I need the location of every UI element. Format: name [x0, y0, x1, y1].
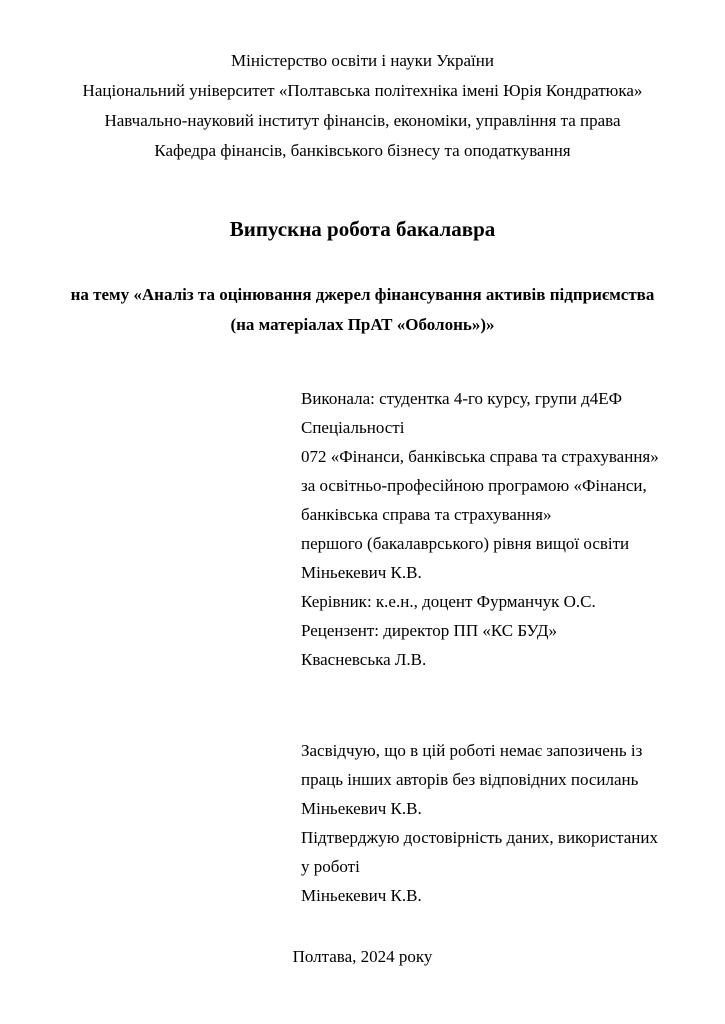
declaration-line-3: Підтверджую достовірність даних, використаних	[301, 828, 658, 847]
author-line-1: Виконала: студентка 4-го курсу, групи д4ЕФ	[301, 389, 623, 408]
author-info-block	[301, 389, 701, 689]
declarations-block	[301, 741, 701, 921]
author-line-2: Спеціальності	[301, 418, 405, 437]
ministry-name: Міністерство освіти і науки України	[231, 51, 494, 70]
author-line-4: за освітньо-професійною програмою «Фінанси,	[301, 476, 647, 495]
declaration-signature-2: Міньекевич К.В.	[301, 886, 422, 905]
declaration-line-1: Засвідчую, що в цій роботі немає запозичень із	[301, 741, 643, 760]
topic-line-1: на тему «Аналіз та оцінювання джерел фінансування активів підприємства	[70, 285, 655, 304]
declaration-line-4: у роботі	[301, 857, 360, 876]
institute-name: Навчально-науковий інститут фінансів, економіки, управління та права	[104, 111, 621, 130]
university-name: Національний університет «Полтавська політехніка імені Юрія Кондратюка»	[82, 81, 643, 100]
supervisor-line: Керівник: к.е.н., доцент Фурманчук О.С.	[301, 592, 596, 611]
work-type-title: Випускна робота бакалавра	[229, 217, 496, 241]
place-and-year: Полтава, 2024 року	[292, 947, 433, 966]
author-line-5: банківська справа та страхування»	[301, 505, 552, 524]
author-name: Міньекевич К.В.	[301, 563, 422, 582]
reviewer-line-2: Квасневська Л.В.	[301, 650, 427, 669]
department-name: Кафедра фінансів, банківського бізнесу та оподаткування	[154, 141, 571, 160]
topic-line-2: (на матеріалах ПрАТ «Оболонь»)»	[230, 315, 495, 334]
declaration-line-2: праць інших авторів без відповідних посилань	[301, 770, 639, 789]
declaration-signature-1: Міньекевич К.В.	[301, 799, 422, 818]
reviewer-line-1: Рецензент: директор ПП «КС БУД»	[301, 621, 557, 640]
author-line-3: 072 «Фінанси, банківська справа та страхування»	[301, 447, 659, 466]
author-line-6: першого (бакалаврського) рівня вищої освіти	[301, 534, 630, 553]
